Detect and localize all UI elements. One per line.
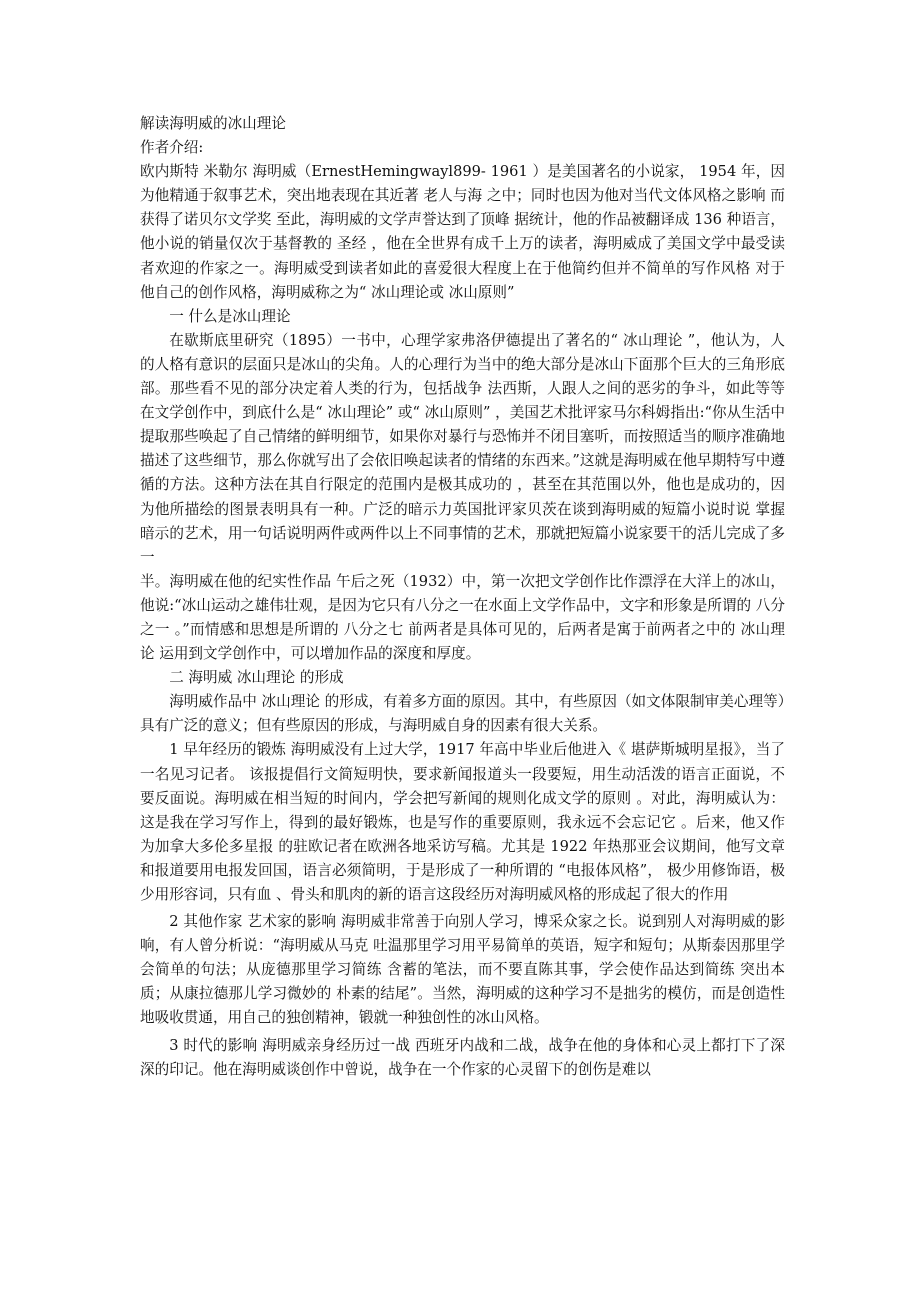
document-page xyxy=(140,112,785,1082)
list-item-era-influence: 3 时代的影响 海明威亲身经历过一战 西班牙内战和二战，战争在他的身体和心灵上都打下了深深的印记。他在海明威谈创作中曾说，战争在一个作家的心灵留下的创伤是难以 xyxy=(140,1036,785,1078)
author-intro-label: 作者介绍: xyxy=(140,139,204,157)
section1-paragraph-continued: 半。海明威在他的纪实性作品 午后之死（1932）中，第一次把文学创作比作漂浮在大洋上的冰山，他说:“冰山运动之雄伟壮观，是因为它只有八分之一在水面上文学作品中，文字和形象是所谓的 八分之一 。”而情感和思想是所谓的 八分之七 前两者是具体可见的，后两者是寓于前两者之中的 冰山理论 运用到文学创作中，可以增加作品的深度和厚度。 xyxy=(140,572,785,663)
section-heading-what-is-iceberg: 一 什么是冰山理论 xyxy=(169,307,291,325)
intro-paragraph: 欧内斯特 米勒尔 海明威（ErnestHemingwayl899- 1961 ）是美国著名的小说家， 1954 年，因为他精通于叙事艺术，突出地表现在其近著 老人与海 之中；同时也因为他对当代文体风格之影响 而获得了诺贝尔文学奖 至此，海明威的文学声誉达到了顶峰 据统计，他的作品被翻译成 136 种语言，他小说的销量仅次于基督教的 圣经 ，他在全世界有成千上万的读者，海明威成了美国文学中最受读者欢迎的作家之一。海明威受到读者如此的喜爱很大程度上在于他简约但并不简单的写作风格 对于他自己的创作风格，海明威称之为“ 冰山理论或 冰山原则” xyxy=(140,163,785,301)
section2-paragraph: 海明威作品中 冰山理论 的形成，有着多方面的原因。其中，有些原因（如文体限制审美心理等）具有广泛的意义；但有些原因的形成，与海明威自身的因素有很大关系。 xyxy=(140,693,785,735)
section-heading-formation: 二 海明威 冰山理论 的形成 xyxy=(169,669,344,687)
list-item-other-writers: 2 其他作家 艺术家的影响 海明威非常善于向别人学习，博采众家之长。说到别人对海明威的影响，有人曾分析说：“海明威从马克 吐温那里学习用平易简单的英语，短字和短句；从斯泰因那里学会简单的句法；从庞德那里学习简练 含蓄的笔法，而不要直陈其事，学会使作品达到简练 突出本质；从康拉德那儿学习微妙的 朴素的结尾”。当然，海明威的这种学习不是拙劣的模仿，而是创造性地吸收贯通，用自己的独创精神，锻就一种独创性的冰山风格。 xyxy=(140,913,785,1027)
list-item-early-experience: 1 早年经历的锻炼 海明威没有上过大学，1917 年高中毕业后他进入《 堪萨斯城明星报》，当了一名见习记者。 该报提倡行文简短明快，要求新闻报道头一段要短，用生动活泼的语言正面说，不要反面说。海明威在相当短的时间内，学会把写新闻的规则化成文学的原则 。对此，海明威认为：这是我在学习写作上，得到的最好锻炼，也是写作的重要原则，我永远不会忘记它 。后来，他又作为加拿大多伦多星报 的驻欧记者在欧洲各地采访写稿。尤其是 1922 年热那亚会议期间，他写文章和报道要用电报发回国，语言必须简明，于是形成了一种所谓的 “电报体风格”， 极少用修饰语，极少用形容词，只有血 、骨头和肌肉的新的语言这段经历对海明威风格的形成起了很大的作用 xyxy=(140,741,785,903)
document-title: 解读海明威的冰山理论 xyxy=(140,115,286,132)
section1-paragraph: 在歇斯底里研究（1895）一书中，心理学家弗洛伊德提出了著名的“ 冰山理论 ”，他认为，人的人格有意识的层面只是冰山的尖角。人的心理行为当中的绝大部分是冰山下面那个巨大的三角形底部。那些看不见的部分决定着人类的行为，包括战争 法西斯，人跟人之间的恶劣的争斗，如此等等在文学创作中，到底什么是“ 冰山理论” 或“ 冰山原则” ，美国艺术批评家马尔科姆指出:“你从生活中提取那些唤起了自己情绪的鲜明细节，如果你对暴行与恐怖并不闭目塞听，而按照适当的顺序准确地描述了这些细节，那么你就写出了会依旧唤起读者的情绪的东西来。”这就是海明威在他早期特写中遵循的方法。这种方法在其自行限定的范围内是极其成功的 ，甚至在其范围以外，他也是成功的，因为他所描绘的图景表明具有一种。广泛的暗示力英国批评家贝茨在谈到海明威的短篇小说时说 掌握暗示的艺术，用一句话说明两件或两件以上不同事情的艺术，那就把短篇小说家要干的活儿完成了多一 xyxy=(140,331,785,566)
